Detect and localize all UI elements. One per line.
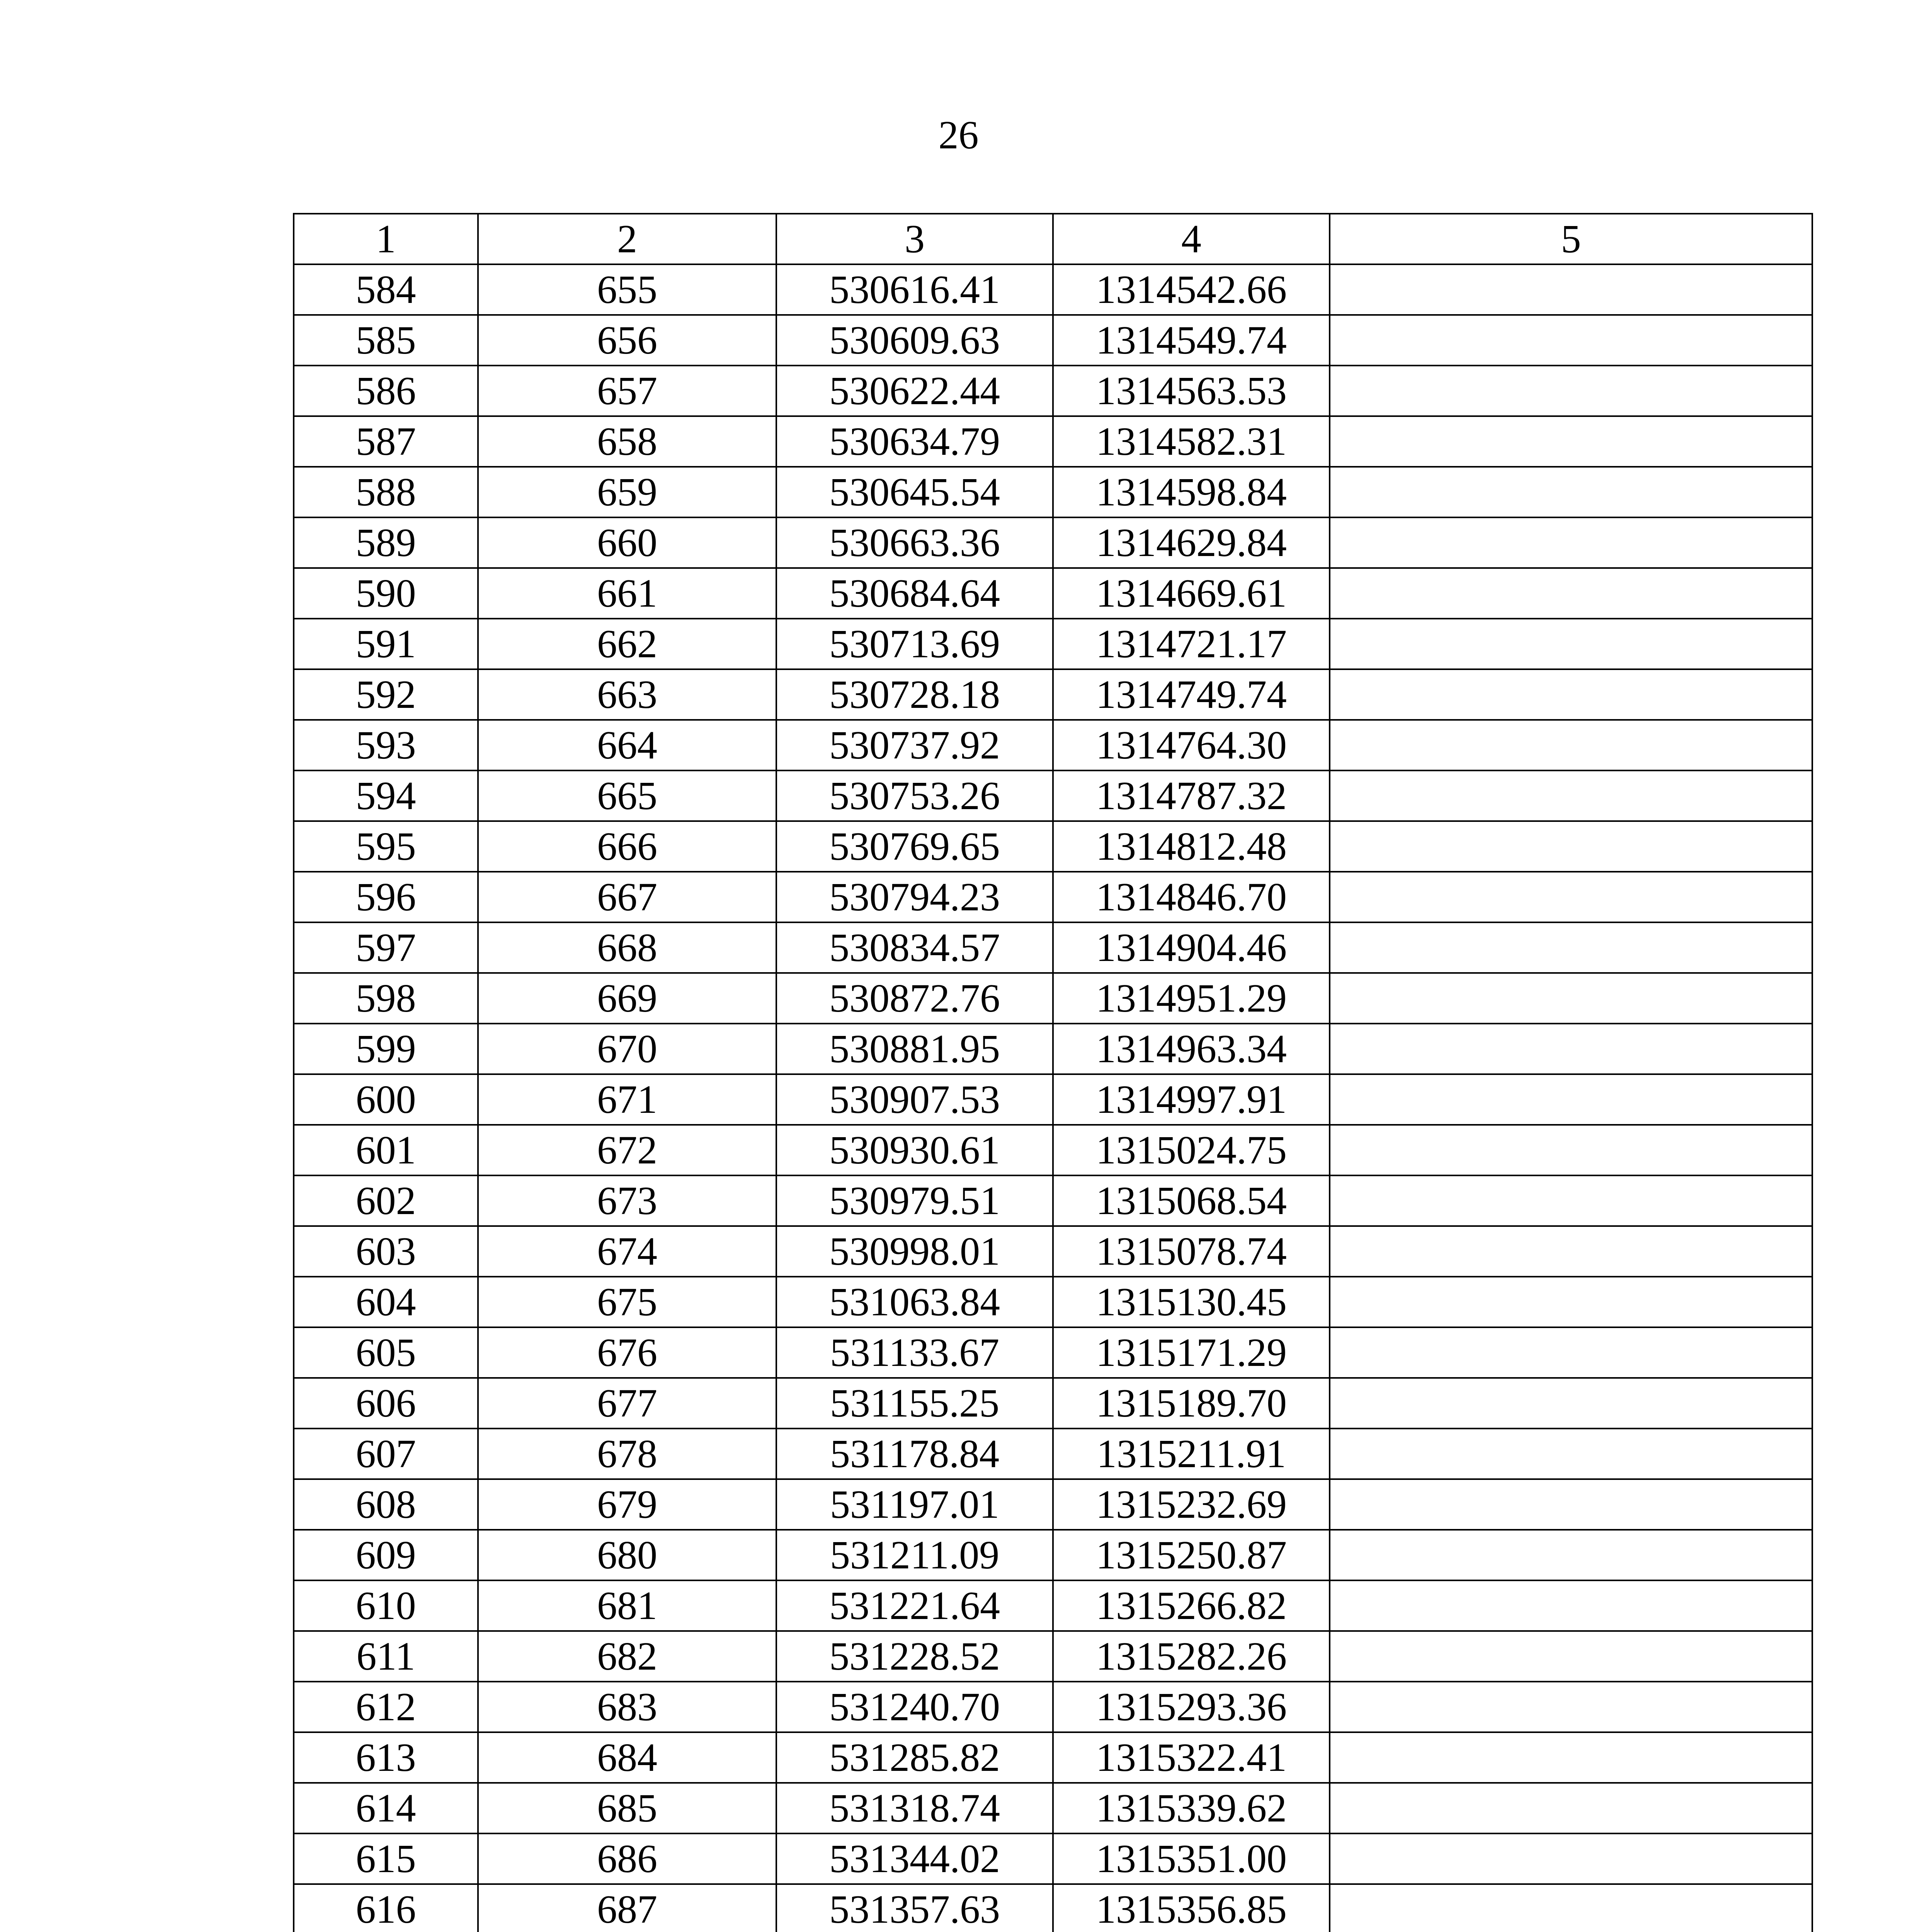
table-row	[294, 1479, 1812, 1530]
point-number-cell: 685	[478, 1783, 776, 1833]
row-number-cell: 585	[294, 315, 478, 366]
row-number-cell: 593	[294, 720, 478, 770]
table-row	[294, 1530, 1812, 1580]
row-number-cell: 589	[294, 517, 478, 568]
point-number-cell: 678	[478, 1429, 776, 1479]
table-row	[294, 1024, 1812, 1074]
table-row	[294, 1732, 1812, 1783]
note-cell	[1330, 416, 1812, 467]
y-coordinate-cell: 1315232.69	[1053, 1479, 1330, 1530]
x-coordinate-cell: 531211.09	[776, 1530, 1053, 1580]
row-number-cell: 586	[294, 366, 478, 416]
point-number-cell: 658	[478, 416, 776, 467]
note-cell	[1330, 366, 1812, 416]
row-number-cell: 615	[294, 1833, 478, 1884]
row-number-cell: 612	[294, 1682, 478, 1732]
note-cell	[1330, 669, 1812, 720]
note-cell	[1330, 315, 1812, 366]
y-coordinate-cell: 1315211.91	[1053, 1429, 1330, 1479]
note-cell	[1330, 1631, 1812, 1682]
row-number-cell: 592	[294, 669, 478, 720]
x-coordinate-cell: 530881.95	[776, 1024, 1053, 1074]
note-cell	[1330, 264, 1812, 315]
y-coordinate-cell: 1315282.26	[1053, 1631, 1330, 1682]
x-coordinate-cell: 531357.63	[776, 1884, 1053, 1932]
point-number-cell: 661	[478, 568, 776, 619]
row-number-cell: 613	[294, 1732, 478, 1783]
row-number-cell: 597	[294, 922, 478, 973]
row-number-cell: 600	[294, 1074, 478, 1125]
point-number-cell: 679	[478, 1479, 776, 1530]
table-row	[294, 770, 1812, 821]
y-coordinate-cell: 1314787.32	[1053, 770, 1330, 821]
x-coordinate-cell: 531155.25	[776, 1378, 1053, 1429]
row-number-cell: 591	[294, 619, 478, 669]
note-cell	[1330, 1580, 1812, 1631]
row-number-cell: 587	[294, 416, 478, 467]
row-number-cell: 588	[294, 467, 478, 517]
table-row	[294, 1277, 1812, 1327]
x-coordinate-cell: 530834.57	[776, 922, 1053, 973]
y-coordinate-cell: 1315130.45	[1053, 1277, 1330, 1327]
row-number-cell: 596	[294, 872, 478, 922]
note-cell	[1330, 1783, 1812, 1833]
table-row	[294, 1125, 1812, 1175]
x-coordinate-cell: 530872.76	[776, 973, 1053, 1024]
point-number-cell: 668	[478, 922, 776, 973]
point-number-cell: 682	[478, 1631, 776, 1682]
x-coordinate-cell: 531133.67	[776, 1327, 1053, 1378]
row-number-cell: 616	[294, 1884, 478, 1932]
row-number-cell: 606	[294, 1378, 478, 1429]
x-coordinate-cell: 530622.44	[776, 366, 1053, 416]
y-coordinate-cell: 1314951.29	[1053, 973, 1330, 1024]
row-number-cell: 609	[294, 1530, 478, 1580]
table-row	[294, 517, 1812, 568]
y-coordinate-cell: 1314846.70	[1053, 872, 1330, 922]
row-number-cell: 610	[294, 1580, 478, 1631]
row-number-cell: 604	[294, 1277, 478, 1327]
point-number-cell: 674	[478, 1226, 776, 1277]
point-number-cell: 675	[478, 1277, 776, 1327]
y-coordinate-cell: 1315322.41	[1053, 1732, 1330, 1783]
note-cell	[1330, 517, 1812, 568]
note-cell	[1330, 568, 1812, 619]
y-coordinate-cell: 1314598.84	[1053, 467, 1330, 517]
note-cell	[1330, 770, 1812, 821]
row-number-cell: 603	[294, 1226, 478, 1277]
table-row	[294, 1783, 1812, 1833]
row-number-cell: 594	[294, 770, 478, 821]
y-coordinate-cell: 1314629.84	[1053, 517, 1330, 568]
note-cell	[1330, 1378, 1812, 1429]
y-coordinate-cell: 1314904.46	[1053, 922, 1330, 973]
note-cell	[1330, 872, 1812, 922]
y-coordinate-cell: 1314563.53	[1053, 366, 1330, 416]
table-row	[294, 821, 1812, 872]
note-cell	[1330, 1429, 1812, 1479]
note-cell	[1330, 1884, 1812, 1932]
point-number-cell: 663	[478, 669, 776, 720]
x-coordinate-cell: 530645.54	[776, 467, 1053, 517]
y-coordinate-cell: 1315266.82	[1053, 1580, 1330, 1631]
note-cell	[1330, 1833, 1812, 1884]
row-number-cell: 605	[294, 1327, 478, 1378]
table-row	[294, 416, 1812, 467]
table-row	[294, 922, 1812, 973]
x-coordinate-cell: 530979.51	[776, 1175, 1053, 1226]
y-coordinate-cell: 1315068.54	[1053, 1175, 1330, 1226]
table-row	[294, 315, 1812, 366]
point-number-cell: 667	[478, 872, 776, 922]
x-coordinate-cell: 531318.74	[776, 1783, 1053, 1833]
x-coordinate-cell: 530753.26	[776, 770, 1053, 821]
y-coordinate-cell: 1314721.17	[1053, 619, 1330, 669]
point-number-cell: 669	[478, 973, 776, 1024]
row-number-cell: 590	[294, 568, 478, 619]
y-coordinate-cell: 1314997.91	[1053, 1074, 1330, 1125]
x-coordinate-cell: 530713.69	[776, 619, 1053, 669]
point-number-cell: 683	[478, 1682, 776, 1732]
row-number-cell: 599	[294, 1024, 478, 1074]
x-coordinate-cell: 530609.63	[776, 315, 1053, 366]
point-number-cell: 676	[478, 1327, 776, 1378]
row-number-cell: 601	[294, 1125, 478, 1175]
column-header-3: 3	[776, 214, 1053, 264]
point-number-cell: 671	[478, 1074, 776, 1125]
x-coordinate-cell: 530684.64	[776, 568, 1053, 619]
table-row	[294, 1833, 1812, 1884]
x-coordinate-cell: 530769.65	[776, 821, 1053, 872]
note-cell	[1330, 1479, 1812, 1530]
point-number-cell: 686	[478, 1833, 776, 1884]
page-number: 26	[938, 113, 979, 157]
x-coordinate-cell: 530794.23	[776, 872, 1053, 922]
table-row	[294, 669, 1812, 720]
y-coordinate-cell: 1314542.66	[1053, 264, 1330, 315]
y-coordinate-cell: 1315351.00	[1053, 1833, 1330, 1884]
point-number-cell: 673	[478, 1175, 776, 1226]
point-number-cell: 665	[478, 770, 776, 821]
table-row	[294, 467, 1812, 517]
x-coordinate-cell: 530998.01	[776, 1226, 1053, 1277]
point-number-cell: 659	[478, 467, 776, 517]
x-coordinate-cell: 530616.41	[776, 264, 1053, 315]
table-header-row	[294, 214, 1812, 264]
y-coordinate-cell: 1315189.70	[1053, 1378, 1330, 1429]
point-number-cell: 687	[478, 1884, 776, 1932]
note-cell	[1330, 1024, 1812, 1074]
note-cell	[1330, 1074, 1812, 1125]
table-row	[294, 1074, 1812, 1125]
x-coordinate-cell: 531228.52	[776, 1631, 1053, 1682]
note-cell	[1330, 1226, 1812, 1277]
table-row	[294, 366, 1812, 416]
table-body	[294, 264, 1812, 1932]
table-row	[294, 1884, 1812, 1932]
table-row	[294, 1631, 1812, 1682]
x-coordinate-cell: 530663.36	[776, 517, 1053, 568]
point-number-cell: 656	[478, 315, 776, 366]
point-number-cell: 657	[478, 366, 776, 416]
y-coordinate-cell: 1314549.74	[1053, 315, 1330, 366]
note-cell	[1330, 1175, 1812, 1226]
x-coordinate-cell: 530930.61	[776, 1125, 1053, 1175]
note-cell	[1330, 1277, 1812, 1327]
y-coordinate-cell: 1314963.34	[1053, 1024, 1330, 1074]
x-coordinate-cell: 530728.18	[776, 669, 1053, 720]
table-row	[294, 1580, 1812, 1631]
x-coordinate-cell: 531197.01	[776, 1479, 1053, 1530]
point-number-cell: 681	[478, 1580, 776, 1631]
y-coordinate-cell: 1315356.85	[1053, 1884, 1330, 1932]
note-cell	[1330, 821, 1812, 872]
table-row	[294, 973, 1812, 1024]
y-coordinate-cell: 1314812.48	[1053, 821, 1330, 872]
row-number-cell: 584	[294, 264, 478, 315]
row-number-cell: 614	[294, 1783, 478, 1833]
table-row	[294, 568, 1812, 619]
point-number-cell: 672	[478, 1125, 776, 1175]
table-row	[294, 619, 1812, 669]
note-cell	[1330, 1125, 1812, 1175]
note-cell	[1330, 619, 1812, 669]
table-row	[294, 872, 1812, 922]
table-row	[294, 1226, 1812, 1277]
table-row	[294, 1429, 1812, 1479]
row-number-cell: 611	[294, 1631, 478, 1682]
point-number-cell: 680	[478, 1530, 776, 1580]
y-coordinate-cell: 1314749.74	[1053, 669, 1330, 720]
point-number-cell: 677	[478, 1378, 776, 1429]
point-number-cell: 670	[478, 1024, 776, 1074]
point-number-cell: 664	[478, 720, 776, 770]
y-coordinate-cell: 1315078.74	[1053, 1226, 1330, 1277]
point-number-cell: 666	[478, 821, 776, 872]
note-cell	[1330, 1530, 1812, 1580]
note-cell	[1330, 1732, 1812, 1783]
x-coordinate-cell: 530907.53	[776, 1074, 1053, 1125]
x-coordinate-cell: 530634.79	[776, 416, 1053, 467]
y-coordinate-cell: 1314669.61	[1053, 568, 1330, 619]
x-coordinate-cell: 531063.84	[776, 1277, 1053, 1327]
note-cell	[1330, 1327, 1812, 1378]
row-number-cell: 607	[294, 1429, 478, 1479]
note-cell	[1330, 1682, 1812, 1732]
column-header-5: 5	[1330, 214, 1812, 264]
note-cell	[1330, 720, 1812, 770]
table-row	[294, 264, 1812, 315]
y-coordinate-cell: 1315293.36	[1053, 1682, 1330, 1732]
y-coordinate-cell: 1314764.30	[1053, 720, 1330, 770]
row-number-cell: 602	[294, 1175, 478, 1226]
table-row	[294, 1175, 1812, 1226]
table-row	[294, 1327, 1812, 1378]
row-number-cell: 598	[294, 973, 478, 1024]
coordinates-table	[293, 213, 1813, 1932]
point-number-cell: 660	[478, 517, 776, 568]
table-row	[294, 1682, 1812, 1732]
column-header-4: 4	[1053, 214, 1330, 264]
column-header-1: 1	[294, 214, 478, 264]
x-coordinate-cell: 530737.92	[776, 720, 1053, 770]
note-cell	[1330, 973, 1812, 1024]
y-coordinate-cell: 1314582.31	[1053, 416, 1330, 467]
y-coordinate-cell: 1315171.29	[1053, 1327, 1330, 1378]
x-coordinate-cell: 531178.84	[776, 1429, 1053, 1479]
y-coordinate-cell: 1315339.62	[1053, 1783, 1330, 1833]
table-row	[294, 720, 1812, 770]
x-coordinate-cell: 531285.82	[776, 1732, 1053, 1783]
y-coordinate-cell: 1315024.75	[1053, 1125, 1330, 1175]
x-coordinate-cell: 531344.02	[776, 1833, 1053, 1884]
row-number-cell: 608	[294, 1479, 478, 1530]
point-number-cell: 684	[478, 1732, 776, 1783]
note-cell	[1330, 467, 1812, 517]
x-coordinate-cell: 531221.64	[776, 1580, 1053, 1631]
point-number-cell: 655	[478, 264, 776, 315]
note-cell	[1330, 922, 1812, 973]
table-row	[294, 1378, 1812, 1429]
y-coordinate-cell: 1315250.87	[1053, 1530, 1330, 1580]
column-header-2: 2	[478, 214, 776, 264]
x-coordinate-cell: 531240.70	[776, 1682, 1053, 1732]
point-number-cell: 662	[478, 619, 776, 669]
row-number-cell: 595	[294, 821, 478, 872]
